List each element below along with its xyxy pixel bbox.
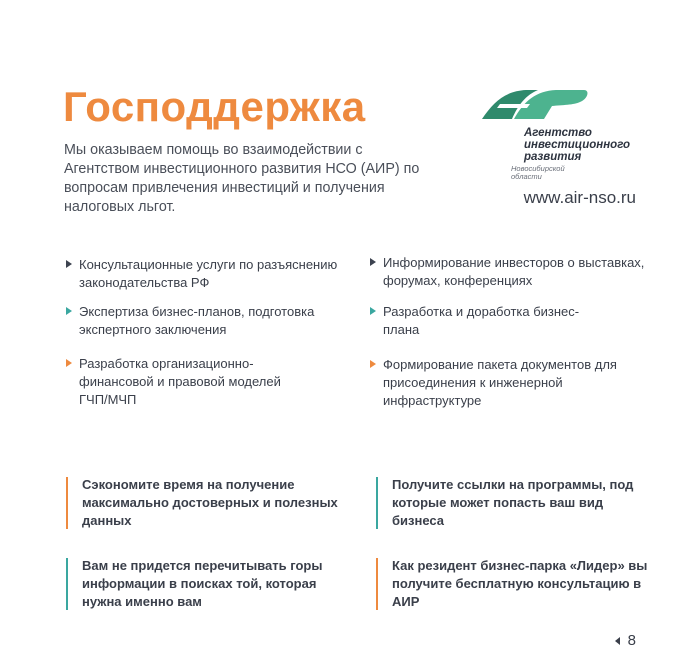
page-title: Господдержка [63,83,366,130]
benefit-text: Получите ссылки на программы, под которые может попасть ваш вид бизнеса [392,477,634,528]
benefit-text: Сэкономите время на получение максимально достоверных и полезных данных [82,477,338,528]
page-number: 8 [615,632,636,649]
service-text: Формирование пакета документов для присоединения к инженерной инфраструктуре [383,357,617,408]
service-text: Консультационные услуги по разъяснению законодательства РФ [79,257,338,290]
logo-agency-name: Агентство инвестиционного развития [524,127,631,163]
bullet-arrow-icon [370,307,376,315]
bullet-arrow-icon [370,360,376,368]
service-text: Разработка и доработка бизнес-плана [383,304,580,337]
service-item [66,355,294,409]
website-link[interactable]: www.air-nso.ru [523,188,636,207]
service-item [66,256,379,292]
benefit-text: Как резидент бизнес-парка «Лидер» вы получите бесплатную консультацию в АИР [392,558,648,609]
accent-bar [66,558,68,610]
air-logo-mark-icon [480,87,590,121]
accent-bar [376,477,378,529]
service-text: Разработка организационно-финансовой и правовой моделей ГЧП/МЧП [79,356,281,407]
bullet-arrow-icon [370,258,376,266]
bullet-arrow-icon [66,359,72,367]
accent-bar [66,477,68,529]
benefit-text: Вам не придется перечитывать горы информации в поисках той, которая нужна именно вам [82,558,323,609]
benefit-item [376,557,667,611]
benefit-item [66,476,362,530]
bullet-arrow-icon [66,307,72,315]
service-item [370,254,658,290]
service-item [370,303,583,339]
service-item [66,303,359,339]
intro-text: Мы оказываем помощь во взаимодействии с Агентством инвестиционного развития НСО (АИР) по вопросам привлечения инвестиций и получения налоговых льгот. [64,142,420,215]
bullet-arrow-icon [66,260,72,268]
service-item [370,356,648,410]
service-text: Информирование инвесторов о выставках, форумах, конференциях [383,255,645,288]
air-logo [480,87,640,182]
benefit-item [66,557,357,611]
accent-bar [376,558,378,610]
service-text: Экспертиза бизнес-планов, подготовка экспертного заключения [79,304,315,337]
benefit-item [376,476,657,530]
previous-page-icon[interactable] [615,637,620,645]
logo-region: Новосибирской области [511,164,565,181]
